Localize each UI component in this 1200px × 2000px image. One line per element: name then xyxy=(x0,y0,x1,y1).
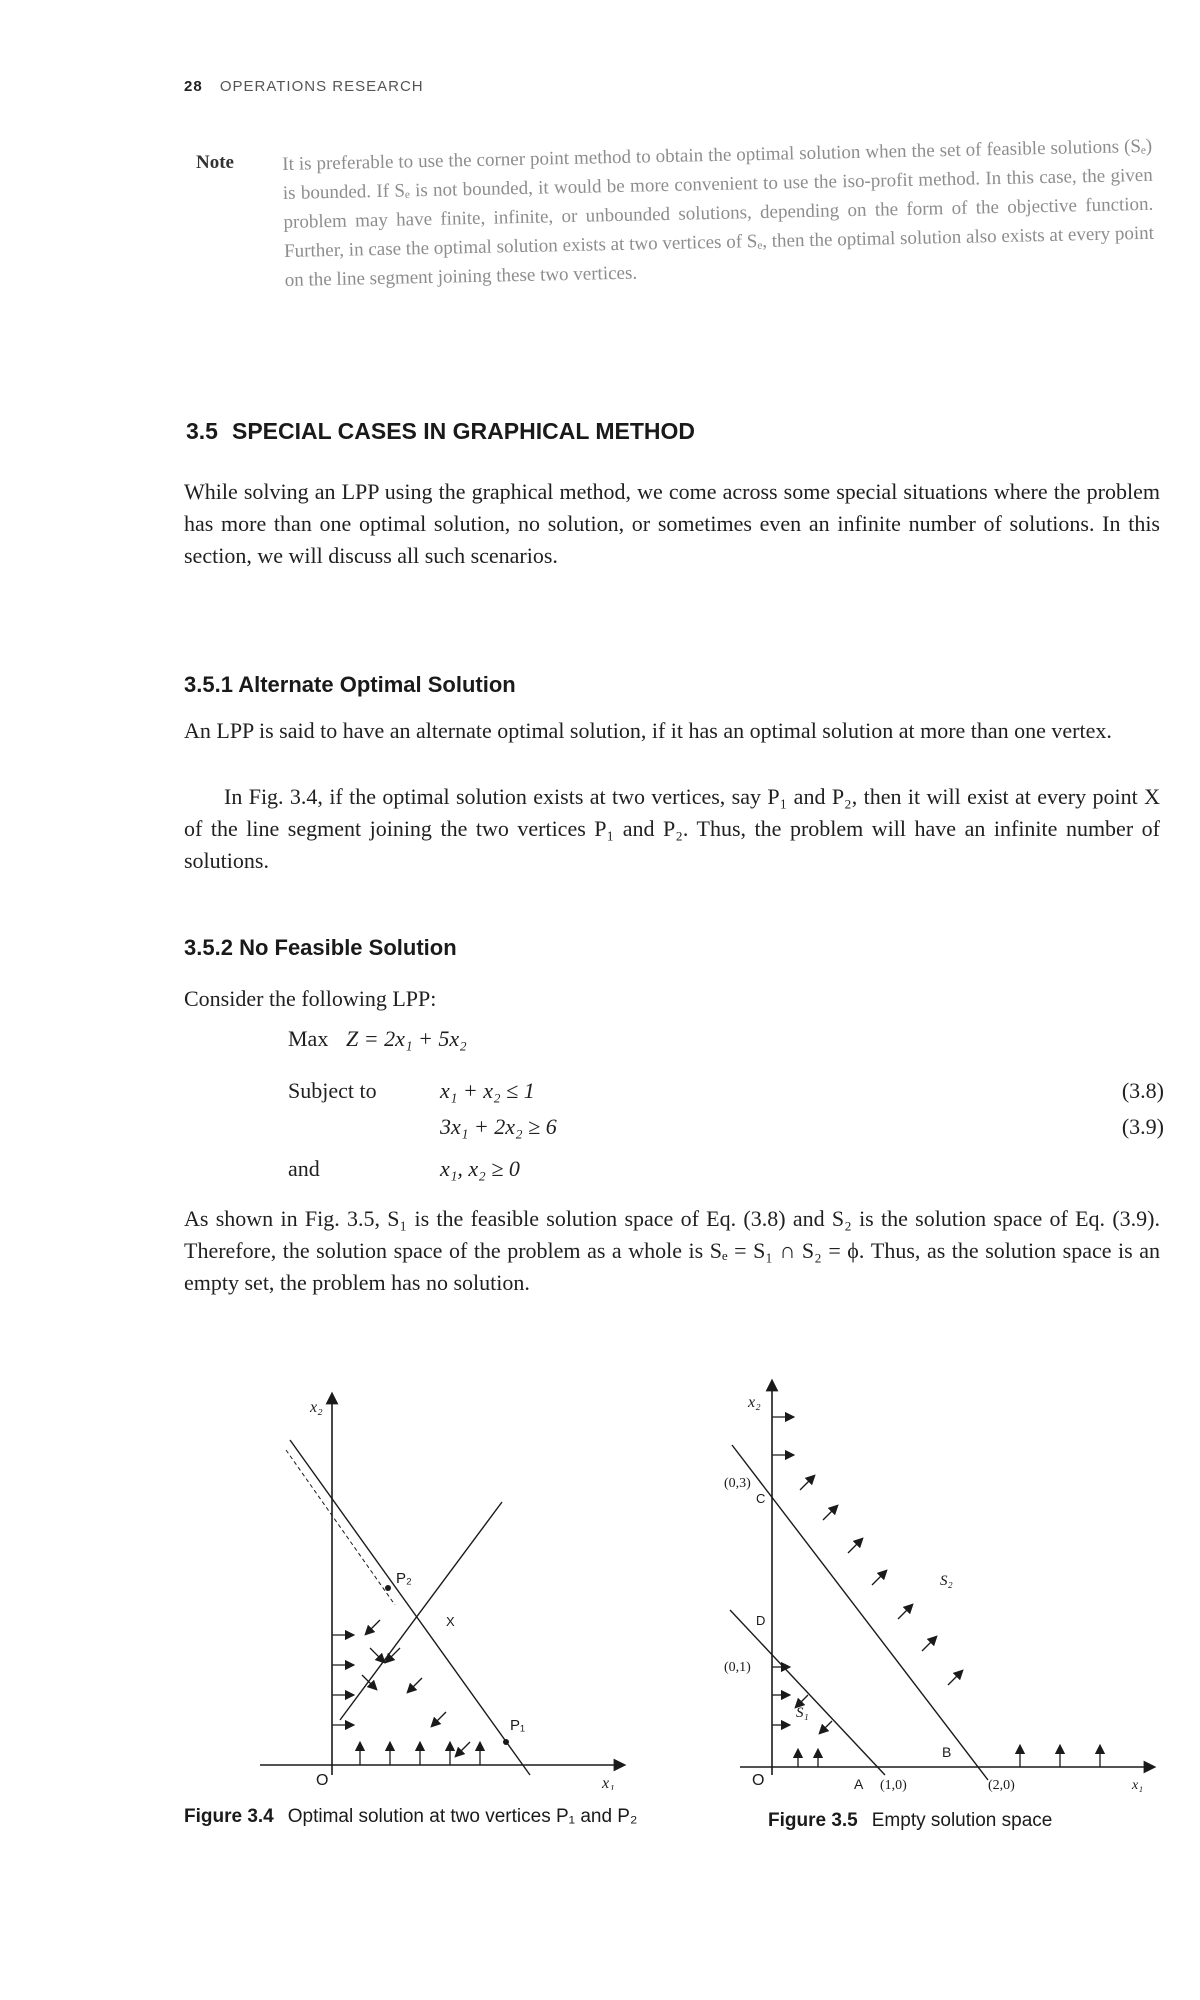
caption-text: Empty solution space xyxy=(871,1810,1053,1831)
subsection-heading-no-feasible xyxy=(184,935,457,961)
alternate-para-2: In Fig. 3.4, if the optimal solution exists at two vertices, say P₁ and P₂, then it will exist at every point X of the line segment joining the two vertices P₁ and P₂. Thus, the problem will have an infinite number of solutions. xyxy=(184,784,1160,873)
s2-label: S₂ xyxy=(940,1573,953,1589)
p2-label: P₂ xyxy=(396,1570,412,1587)
a-coord-label: (1,0) xyxy=(880,1778,907,1793)
b-label: B xyxy=(942,1744,952,1760)
c-label: C xyxy=(756,1491,766,1506)
s2-hatching xyxy=(772,1417,1100,1767)
page-number: 28 xyxy=(184,78,203,95)
section-number: 3.5 xyxy=(186,418,218,444)
origin-label: O xyxy=(752,1772,765,1789)
caption-label: Figure 3.5 xyxy=(768,1810,858,1831)
lpp-row xyxy=(288,1156,1164,1186)
no-feasible-para-1: Consider the following LPP: xyxy=(184,986,437,1011)
alternate-para-1: An LPP is said to have an alternate optimal solution, if it has an optimal solution at more than one vertex. xyxy=(184,718,1112,743)
subsection-number: 3.5.1 xyxy=(184,672,233,697)
lpp-row xyxy=(288,1026,1164,1056)
note-text: It is preferable to use the corner point method to obtain the optimal solution when the set of feasible solutions (Sₑ) is bounded. If Sₑ is not bounded, it would be more convenient to use the iso-profit method. In this case, the given problem may have finite, infinite, or unbounded solutions, depending on the form of the objective function. Further, in case the optimal solution exists at two vertices of Sₑ, then the optimal solution also exists at every point on the line segment joining these two vertices. xyxy=(282,135,1155,291)
section-intro: While solving an LPP using the graphical method, we come across some special situations where the problem has more than one optimal solution, no solution, or sometimes even an infinite number of solutions. In this section, we will discuss all such scenarios. xyxy=(184,479,1160,568)
y-axis-label: x₂ xyxy=(310,1399,323,1416)
constraint-line-3-8 xyxy=(730,1610,885,1775)
running-title: OPERATIONS RESEARCH xyxy=(219,78,424,95)
lpp-expression: x₁ + x₂ ≤ 1 xyxy=(440,1078,535,1103)
x-point-label: X xyxy=(446,1614,455,1629)
c-coord-label: (0,3) xyxy=(724,1476,751,1491)
caption-label: Figure 3.4 xyxy=(184,1806,274,1827)
subsection-title: Alternate Optimal Solution xyxy=(238,672,516,697)
a-label: A xyxy=(854,1776,864,1792)
lpp-expression: x₁, x₂ ≥ 0 xyxy=(440,1156,520,1181)
equation-number: (3.8) xyxy=(1121,1078,1164,1103)
vertex-p2-marker xyxy=(385,1585,391,1591)
equation-number: (3.9) xyxy=(1121,1114,1164,1139)
origin-label: O xyxy=(316,1772,329,1789)
caption-text: Optimal solution at two vertices P₁ and P₂ xyxy=(287,1806,638,1827)
figure-3-5-caption xyxy=(768,1810,1052,1832)
lpp-expression: Z = 2x₁ + 5x₂ xyxy=(346,1026,467,1051)
figure-3-5-diagram xyxy=(720,1375,1160,1795)
lpp-expression: 3x₁ + 2x₂ ≥ 6 xyxy=(440,1114,557,1139)
lpp-label: Subject to xyxy=(288,1078,377,1103)
lpp-label: and xyxy=(288,1156,320,1181)
section-title: SPECIAL CASES IN GRAPHICAL METHOD xyxy=(231,418,696,444)
p1-label: P₁ xyxy=(510,1717,526,1734)
figure-3-5 xyxy=(720,1375,1160,1795)
subsection-heading-alternate xyxy=(184,672,516,698)
figure-3-4 xyxy=(250,1390,640,1790)
note-label: Note xyxy=(196,152,234,173)
x-axis-label: x₁ xyxy=(1132,1778,1144,1793)
constraint-line-2 xyxy=(340,1502,502,1720)
b-coord-label: (2,0) xyxy=(988,1778,1015,1793)
vertex-p1-marker xyxy=(503,1739,509,1745)
s1-label: S₁ xyxy=(796,1705,809,1721)
lpp-row xyxy=(288,1114,1164,1144)
feasible-hatching xyxy=(332,1620,480,1765)
no-feasible-para-2: As shown in Fig. 3.5, S₁ is the feasible solution space of Eq. (3.8) and S₂ is the solution space of Eq. (3.9). Therefore, the solution space of the problem as a whole is Sₑ = S₁ ∩ S₂ = ϕ. Thus, as the solution space is an empty set, the problem has no solution. xyxy=(184,1206,1160,1295)
subsection-number: 3.5.2 xyxy=(184,935,233,960)
constraint-line-1 xyxy=(290,1440,530,1775)
subsection-title: No Feasible Solution xyxy=(239,935,457,960)
lpp-label: Max xyxy=(288,1026,329,1051)
constraint-line-3-9 xyxy=(732,1445,988,1780)
x-axis-label: x₁ xyxy=(602,1775,615,1790)
y-axis-label: x₂ xyxy=(748,1394,761,1411)
figure-3-4-diagram xyxy=(250,1390,640,1790)
lpp-row xyxy=(288,1078,1164,1108)
d-label: D xyxy=(756,1613,766,1628)
running-header xyxy=(184,78,424,95)
objective-line xyxy=(286,1450,395,1605)
section-heading xyxy=(186,418,695,445)
figure-3-4-caption xyxy=(184,1806,637,1828)
d-coord-label: (0,1) xyxy=(724,1660,751,1675)
